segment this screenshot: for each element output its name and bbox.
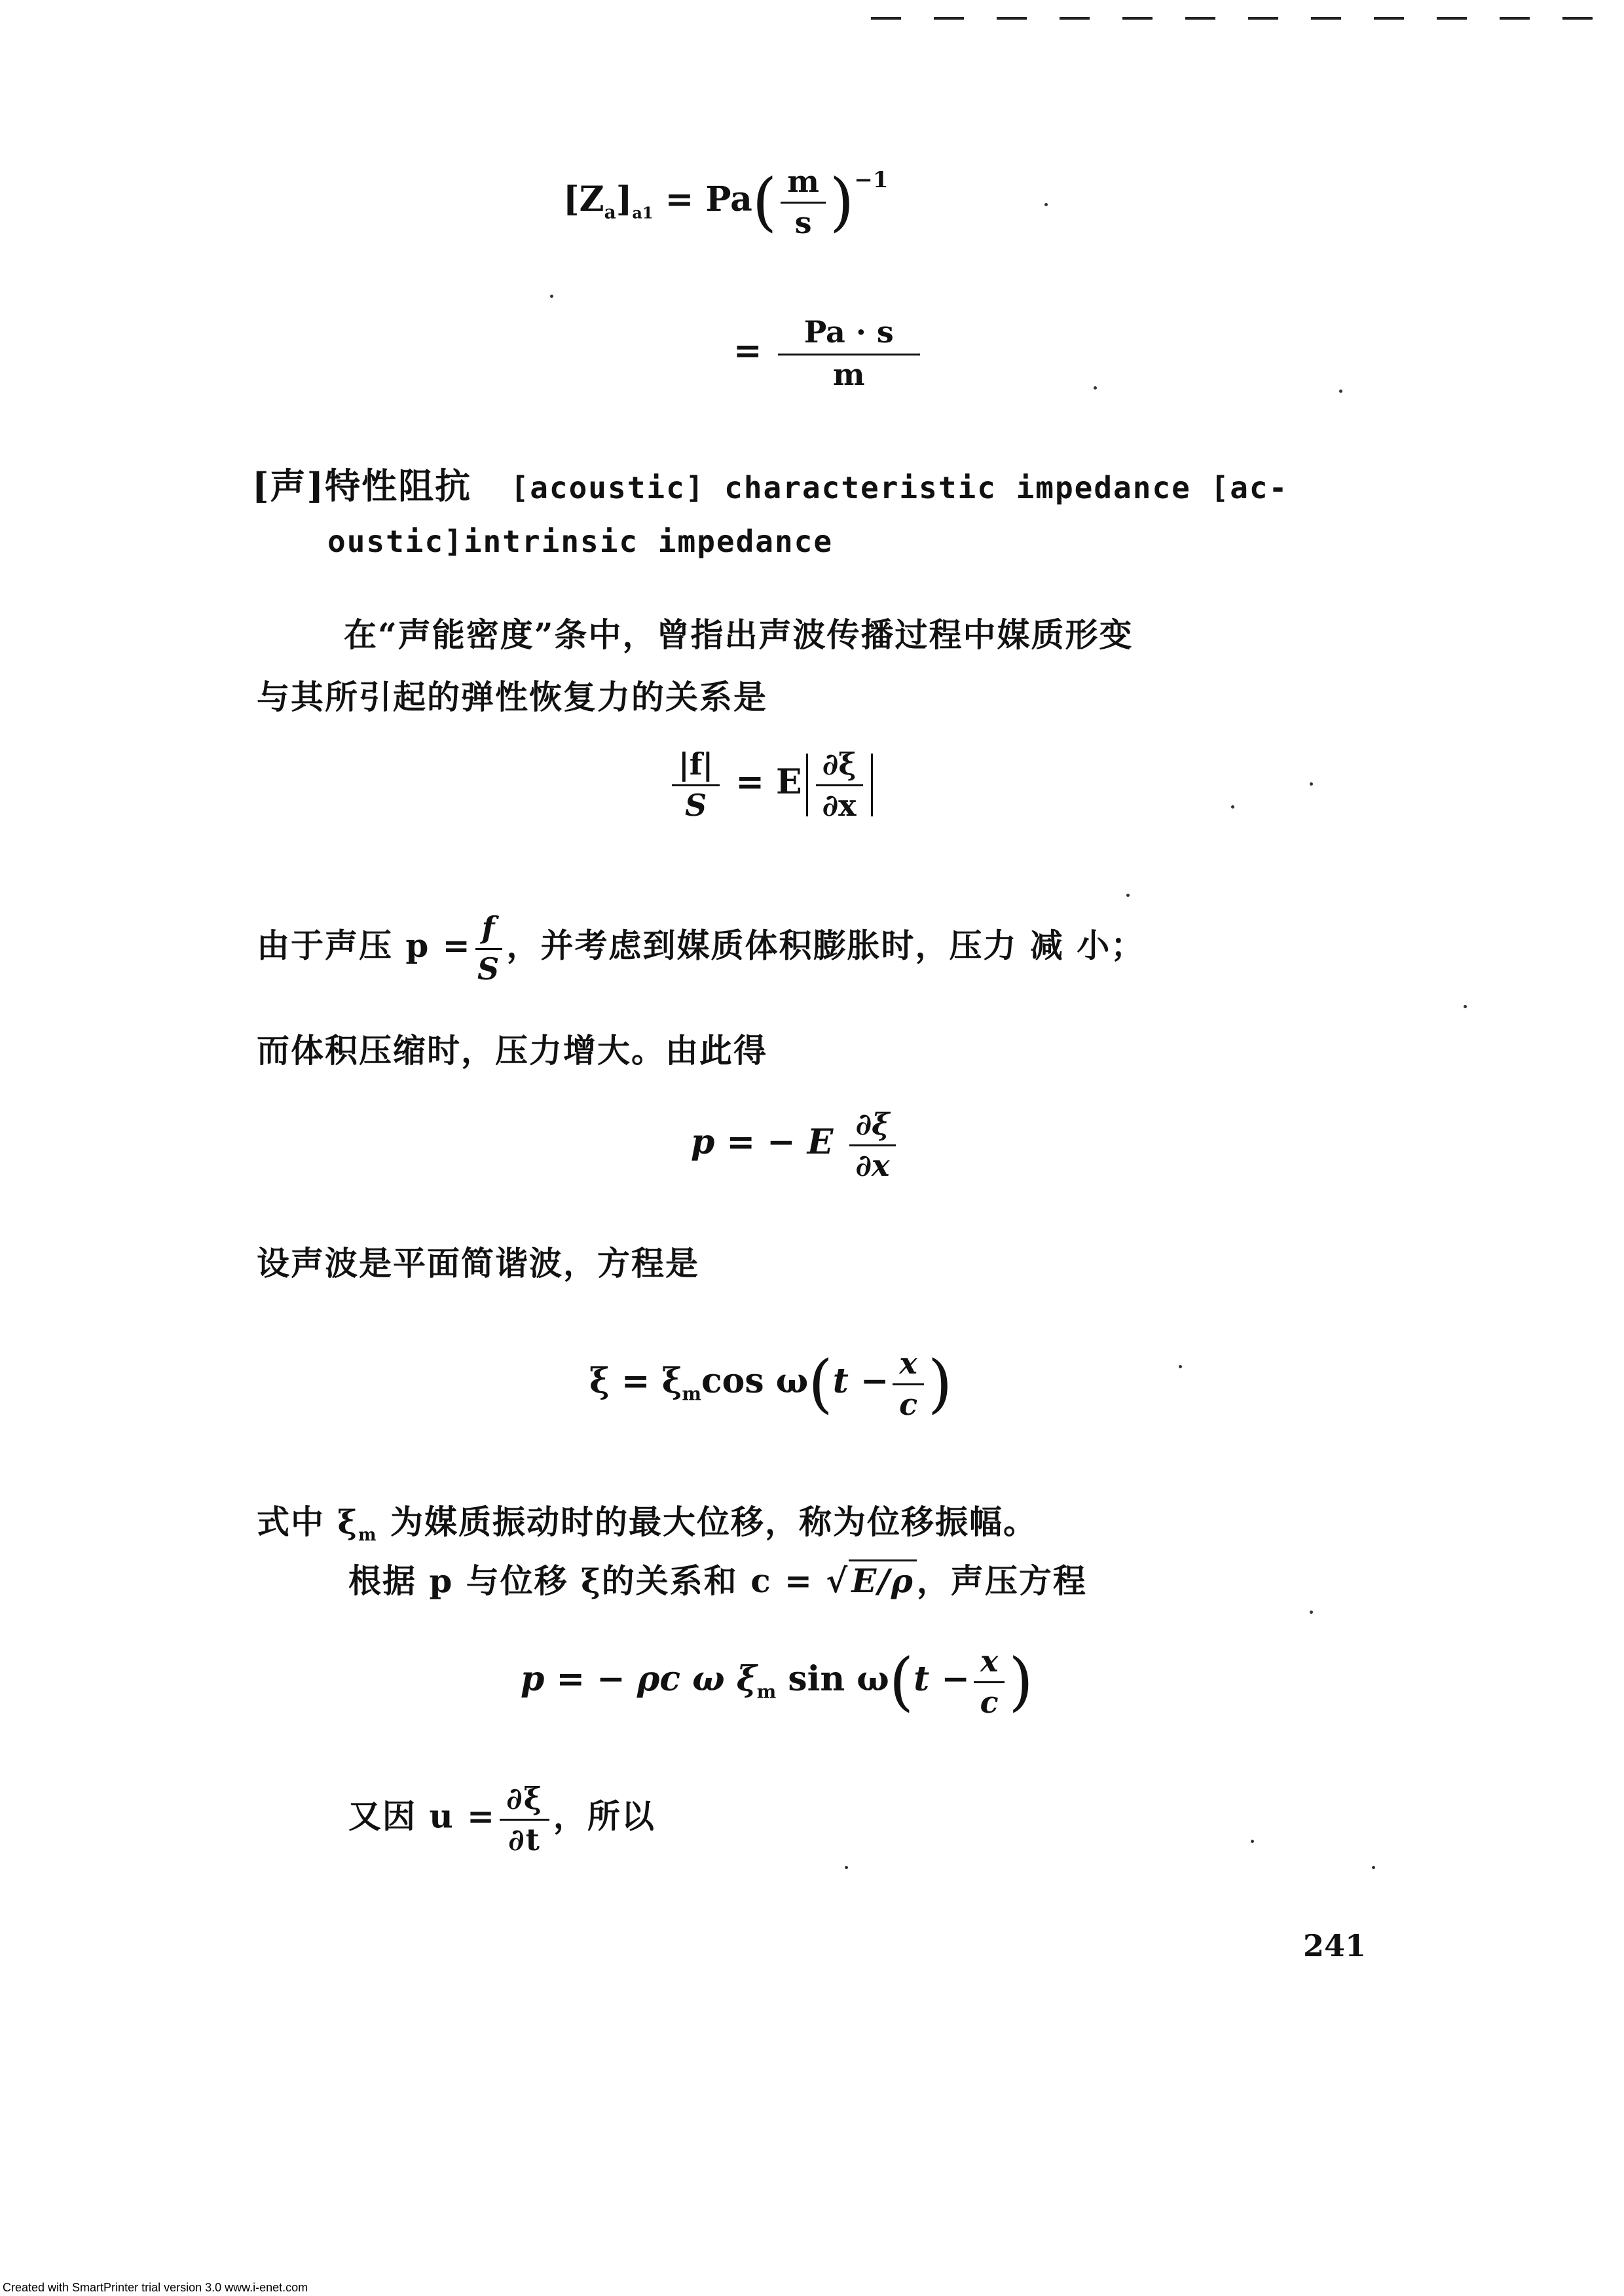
entry-title-en-cont: oustic]intrinsic impedance	[327, 524, 834, 559]
dash	[997, 17, 1027, 20]
dash	[1185, 17, 1215, 20]
paragraph-line: 在“声能密度”条中，曾指出声波传播过程中媒质形变	[344, 615, 1134, 654]
scan-speck	[1372, 1866, 1375, 1869]
dash	[1437, 17, 1467, 20]
entry-title-en: [acoustic] characteristic impedance [ac-	[510, 470, 1289, 505]
equation-pressure: p = − E $\frac{\partial\xi}{\partial x}$	[691, 1106, 900, 1183]
paragraph-line: 设声波是平面简谐波，方程是	[257, 1244, 699, 1283]
paragraph-line: 由于声压 p = $\frac{f}{S}$ ，并考虑到媒质体积膨胀时，压力 减 小；	[257, 910, 1145, 987]
dash	[1500, 17, 1530, 20]
equation-sound-pressure: p = − ρc ω $\xi_m$ sin ω(t − $\frac{x}{c}$ )	[521, 1643, 1033, 1720]
paragraph-line: 又因 u = $\frac{\partial\xi}{\partial t}$ ，所以	[348, 1781, 655, 1857]
dash	[934, 17, 964, 20]
scan-speck	[1251, 1840, 1254, 1843]
scan-speck	[1126, 894, 1130, 897]
paragraph-line: 与其所引起的弹性恢复力的关系是	[257, 678, 767, 716]
scan-speck	[845, 1866, 848, 1869]
dash	[1060, 17, 1090, 20]
scan-speck	[1339, 390, 1342, 393]
printer-watermark-footer: Created with SmartPrinter trial version 3.0 www.i-enet.com	[3, 2281, 308, 2294]
equation-wave: $\xi = \xi_m\cos$ ω(t − $\frac{x}{c}$ )	[589, 1345, 953, 1422]
scan-speck	[1094, 386, 1097, 390]
paragraph-line: 式中 $\xi_m$ 为媒质振动时的最大位移，称为位移振幅。	[257, 1503, 1037, 1545]
page-number: 241	[1303, 1928, 1367, 1963]
scan-speck	[1310, 1611, 1313, 1614]
equation-z-result: = $\frac{Pa \cdot s}{m}$	[733, 314, 924, 392]
dash	[1562, 17, 1593, 20]
scan-speck	[1231, 805, 1234, 809]
scan-speck	[1044, 203, 1048, 206]
dash	[871, 17, 901, 20]
entry-title-cn: [声]特性阻抗	[252, 465, 472, 507]
scan-speck	[1464, 1005, 1467, 1008]
dash	[1248, 17, 1278, 20]
paragraph-line: 根据 p 与位移 ξ的关系和 c = √E/ρ，声压方程	[348, 1555, 1087, 1602]
equation-z-unit: $[Z_a]_{a1} = Pa$( $\frac{m}{s}$ )$^{-1}$	[563, 164, 889, 240]
scan-speck	[1179, 1365, 1182, 1368]
dash	[1311, 17, 1341, 20]
dash	[1122, 17, 1153, 20]
scan-speck	[550, 295, 553, 298]
entry-heading	[252, 458, 1288, 509]
equation-elastic: $\frac{|f|}{S}$ = E $\frac{\partial\xi}{\partial x}$	[668, 746, 877, 823]
scan-speck	[1310, 782, 1313, 786]
paragraph-line: 而体积压缩时，压力增大。由此得	[257, 1031, 767, 1070]
dash	[1374, 17, 1404, 20]
header-dashes	[871, 17, 1624, 24]
